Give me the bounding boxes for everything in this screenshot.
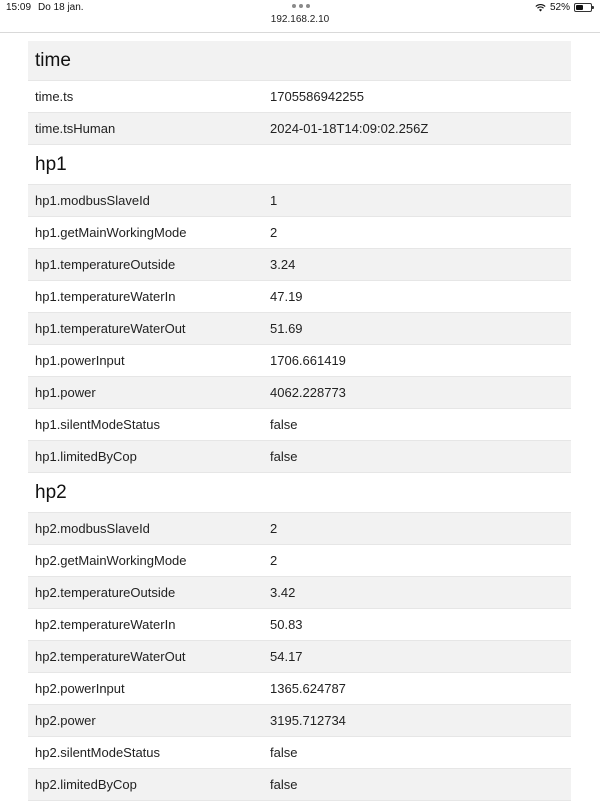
table-row [28, 113, 571, 145]
table-row [28, 609, 571, 641]
row-key: hp1.temperatureOutside [35, 257, 176, 272]
row-key: time.tsHuman [35, 121, 116, 136]
table-row [28, 345, 571, 377]
status-time: 15:09 [6, 2, 32, 13]
table-row [28, 673, 571, 705]
row-value: 2 [270, 225, 278, 240]
url-text[interactable]: 192.168.2.10 [270, 14, 330, 25]
toolbar-divider [0, 32, 600, 33]
table-row [28, 441, 571, 473]
section-header-2: hp2 [28, 473, 571, 513]
battery-percent: 52% [549, 2, 570, 13]
row-value: 1 [270, 193, 278, 208]
row-key: hp2.getMainWorkingMode [35, 553, 187, 568]
battery-icon [574, 3, 592, 12]
row-value: 1705586942255 [270, 89, 364, 104]
row-value: false [270, 417, 298, 432]
row-key: hp1.powerInput [35, 353, 125, 368]
row-value: 54.17 [270, 649, 303, 664]
data-table [28, 41, 571, 801]
table-row [28, 409, 571, 441]
row-key: hp1.silentModeStatus [35, 417, 161, 432]
row-value: 1706.661419 [270, 353, 346, 368]
status-bar [0, 0, 600, 15]
row-key: hp1.modbusSlaveId [35, 193, 150, 208]
table-row [28, 81, 571, 113]
status-date: Do 18 jan. [38, 2, 84, 13]
row-key: hp2.silentModeStatus [35, 745, 161, 760]
row-value: 3.42 [270, 585, 296, 600]
row-key: hp2.modbusSlaveId [35, 521, 150, 536]
row-key: hp2.temperatureOutside [35, 585, 176, 600]
row-key: hp2.powerInput [35, 681, 125, 696]
row-value: 3.24 [270, 257, 296, 272]
row-value: 47.19 [270, 289, 303, 304]
table-row [28, 513, 571, 545]
row-key: hp1.limitedByCop [35, 449, 137, 464]
table-row [28, 185, 571, 217]
table-row [28, 545, 571, 577]
row-key: time.ts [35, 89, 74, 104]
wifi-icon [535, 3, 546, 12]
table-row [28, 281, 571, 313]
row-value: 4062.228773 [270, 385, 346, 400]
row-key: hp2.temperatureWaterIn [35, 617, 176, 632]
table-row [28, 641, 571, 673]
table-row [28, 769, 571, 801]
table-row [28, 217, 571, 249]
row-value: 3195.712734 [270, 713, 346, 728]
row-key: hp2.temperatureWaterOut [35, 649, 186, 664]
row-key: hp2.power [35, 713, 96, 728]
row-value: 2 [270, 553, 278, 568]
row-value: 50.83 [270, 617, 303, 632]
row-value: 2 [270, 521, 278, 536]
table-row [28, 705, 571, 737]
row-key: hp1.power [35, 385, 96, 400]
section-header-1: hp1 [28, 145, 571, 185]
row-value: 2024-01-18T14:09:02.256Z [270, 121, 429, 136]
row-value: 51.69 [270, 321, 303, 336]
row-key: hp1.getMainWorkingMode [35, 225, 187, 240]
row-value: 1365.624787 [270, 681, 346, 696]
row-value: false [270, 745, 298, 760]
table-row [28, 313, 571, 345]
row-key: hp1.temperatureWaterIn [35, 289, 176, 304]
row-key: hp1.temperatureWaterOut [35, 321, 186, 336]
row-key: hp2.limitedByCop [35, 777, 137, 792]
row-value: false [270, 777, 298, 792]
row-value: false [270, 449, 298, 464]
section-header-0: time [28, 41, 571, 81]
more-dots-icon[interactable] [292, 4, 310, 8]
table-row [28, 249, 571, 281]
table-row [28, 577, 571, 609]
url-bar[interactable] [0, 14, 600, 33]
table-row [28, 737, 571, 769]
table-row [28, 377, 571, 409]
